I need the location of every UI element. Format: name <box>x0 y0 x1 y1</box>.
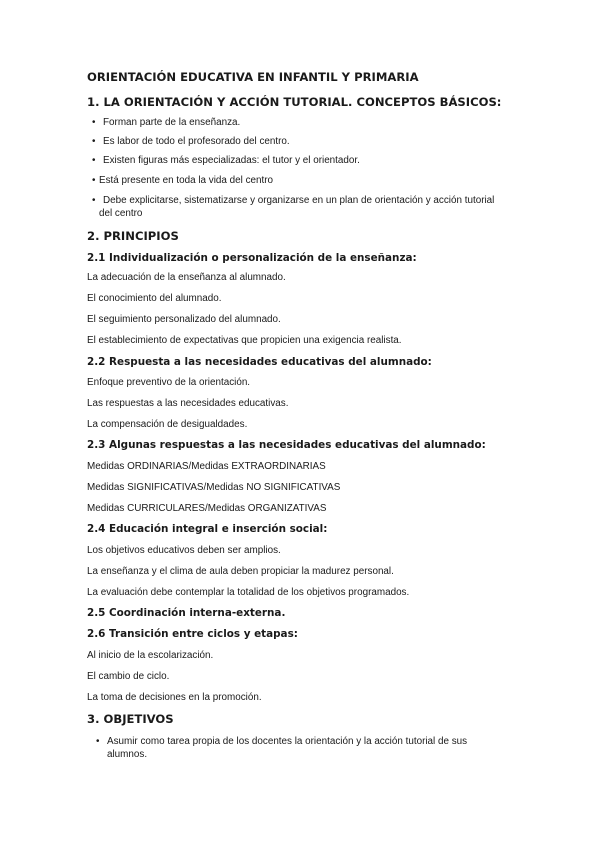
paragraph: Medidas CURRICULARES/Medidas ORGANIZATIVAS <box>87 503 327 514</box>
paragraph: El cambio de ciclo. <box>87 671 170 682</box>
paragraph: Las respuestas a las necesidades educativas. <box>87 398 289 409</box>
paragraph: El seguimiento personalizado del alumnado. <box>87 314 281 325</box>
paragraph: La evaluación debe contemplar la totalidad de los objetivos programados. <box>87 587 410 598</box>
list-item-text: Debe explicitarse, sistematizarse y organizarse en un plan de orientación y acción tutorial <box>103 195 495 206</box>
paragraph: La adecuación de la enseñanza al alumnado. <box>87 272 286 283</box>
section-3-heading: 3. OBJETIVOS <box>87 712 174 726</box>
paragraph: Enfoque preventivo de la orientación. <box>87 377 251 388</box>
bullet-icon: • <box>92 117 96 128</box>
bullet-icon: • <box>92 136 96 147</box>
list-item-text: Asumir como tarea propia de los docentes la orientación y la acción tutorial de sus <box>107 736 468 747</box>
list-item-text: Existen figuras más especializadas: el tutor y el orientador. <box>103 155 360 166</box>
subsection-2-5-heading: 2.5 Coordinación interna-externa. <box>87 607 286 619</box>
paragraph: La toma de decisiones en la promoción. <box>87 692 262 703</box>
bullet-icon: • <box>96 736 100 747</box>
bullet-icon: • <box>92 175 96 186</box>
subsection-2-4-heading: 2.4 Educación integral e inserción social: <box>87 523 328 535</box>
paragraph: La compensación de desigualdades. <box>87 419 248 430</box>
paragraph: El conocimiento del alumnado. <box>87 293 222 304</box>
paragraph: Los objetivos educativos deben ser amplios. <box>87 545 281 556</box>
list-item-text: Es labor de todo el profesorado del centro. <box>103 136 290 147</box>
list-item-continuation: del centro <box>99 208 143 219</box>
section-1-heading: 1. LA ORIENTACIÓN Y ACCIÓN TUTORIAL. CONCEPTOS BÁSICOS: <box>87 95 502 109</box>
subsection-2-6-heading: 2.6 Transición entre ciclos y etapas: <box>87 628 298 640</box>
paragraph: Medidas SIGNIFICATIVAS/Medidas NO SIGNIFICATIVAS <box>87 482 341 493</box>
document-title: ORIENTACIÓN EDUCATIVA EN INFANTIL Y PRIMARIA <box>87 70 419 84</box>
bullet-icon: • <box>92 155 96 166</box>
list-item-text: Forman parte de la enseñanza. <box>103 117 241 128</box>
subsection-2-2-heading: 2.2 Respuesta a las necesidades educativas del alumnado: <box>87 356 432 368</box>
list-item-continuation: alumnos. <box>107 749 148 760</box>
list-item-text: Está presente en toda la vida del centro <box>99 175 274 186</box>
paragraph: La enseñanza y el clima de aula deben propiciar la madurez personal. <box>87 566 394 577</box>
bullet-icon: • <box>92 195 96 206</box>
subsection-2-1-heading: 2.1 Individualización o personalización de la enseñanza: <box>87 252 417 264</box>
subsection-2-3-heading: 2.3 Algunas respuestas a las necesidades educativas del alumnado: <box>87 439 486 451</box>
paragraph: Al inicio de la escolarización. <box>87 650 214 661</box>
paragraph: Medidas ORDINARIAS/Medidas EXTRAORDINARIAS <box>87 461 326 472</box>
paragraph: El establecimiento de expectativas que propicien una exigencia realista. <box>87 335 402 346</box>
section-2-heading: 2. PRINCIPIOS <box>87 229 179 243</box>
